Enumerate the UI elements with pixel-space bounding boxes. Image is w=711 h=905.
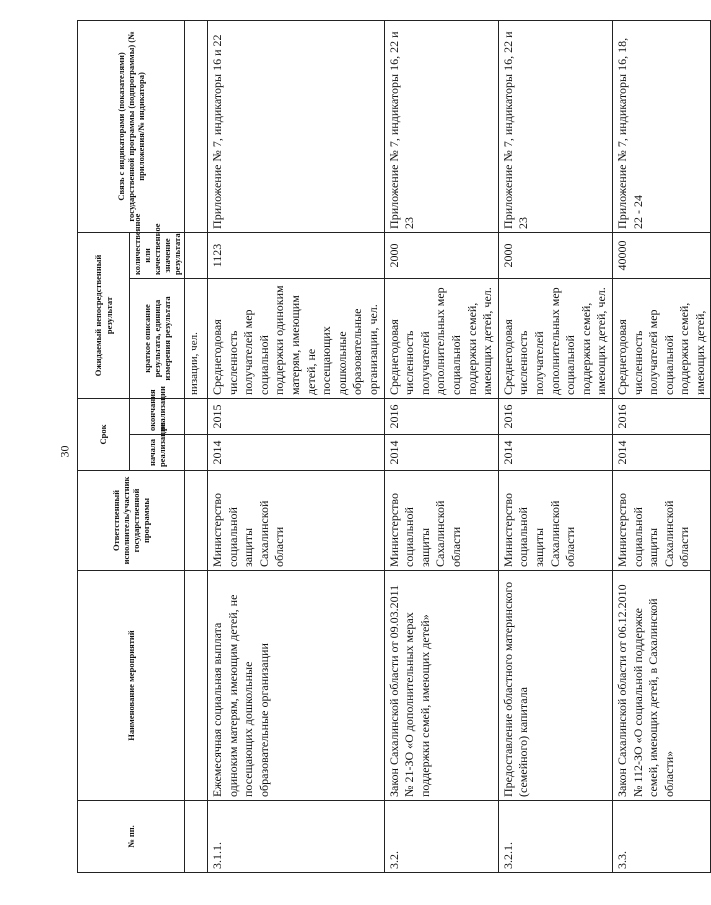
cell-executor: Министерство социальной защиты Сахалинской области bbox=[384, 471, 498, 571]
header-result-description: краткое описание результата, единица измерения результата bbox=[130, 278, 185, 398]
cell-executor: Министерство социальной защиты Сахалинской области bbox=[498, 471, 612, 571]
cell-executor: Министерство социальной защиты Сахалинской области bbox=[208, 471, 385, 571]
cell-num: 3.3. bbox=[612, 801, 711, 873]
cell-start: 2014 bbox=[208, 435, 385, 471]
cell-result-description: Среднегодовая численность получателей мер социальной поддержки одиноким матерям, имеющим детей, не посещающих дошкольные образовательные организации, чел. bbox=[208, 278, 385, 398]
cell-num: 3.2.1. bbox=[498, 801, 612, 873]
header-num: № пп. bbox=[78, 801, 185, 873]
table-row bbox=[612, 20, 711, 872]
cell-end: 2016 bbox=[498, 398, 612, 434]
cell-num: 3.1.1. bbox=[208, 801, 385, 873]
cell-start: 2014 bbox=[498, 435, 612, 471]
table-header-row bbox=[78, 20, 130, 872]
cell-end: 2016 bbox=[384, 398, 498, 434]
cell-start: 2014 bbox=[384, 435, 498, 471]
table-row bbox=[498, 20, 612, 872]
cell-result-value: 2000 bbox=[384, 232, 498, 278]
cell-indicator-link: Приложение № 7, индикаторы 16, 22 и 23 bbox=[384, 20, 498, 232]
rotated-table-wrapper bbox=[77, 21, 707, 873]
cell-result-value: 2000 bbox=[498, 232, 612, 278]
cell-result-description: Среднегодовая численность получателей дополнительных мер социальной поддержки семей, имеющих детей, чел. bbox=[498, 278, 612, 398]
header-name: Наименование мероприятий bbox=[78, 571, 185, 801]
cell-indicator-link: Приложение № 7, индикаторы 16 и 22 bbox=[208, 20, 385, 232]
cell-name: Закон Сахалинской области от 09.03.2011 № 21-ЗО «О дополнительных мерах поддержки семей, имеющих детей» bbox=[384, 571, 498, 801]
cell-end: 2015 bbox=[208, 398, 385, 434]
header-indicator-link: Связь с индикаторами (показателями) государственной программы (подпрограммы) (№ приложения/№ индикатора) bbox=[78, 20, 185, 232]
cell-end: 2016 bbox=[612, 398, 711, 434]
cell-result-description: Среднегодовая численность получателей мер социальной поддержки семей, имеющих детей, bbox=[612, 278, 711, 398]
cell-result-value: 1123 bbox=[208, 232, 385, 278]
table-row bbox=[384, 20, 498, 872]
cell-indicator-link: Приложение № 7, индикаторы 16, 18, 22 - 24 bbox=[612, 20, 711, 232]
cell-executor: Министерство социальной защиты Сахалинской области bbox=[612, 471, 711, 571]
cell-num: 3.2. bbox=[384, 801, 498, 873]
program-measures-table bbox=[77, 20, 711, 873]
cell-indicator-link: Приложение № 7, индикаторы 16, 22 и 23 bbox=[498, 20, 612, 232]
cell-name: Закон Сахалинской области от 06.12.2010 № 112-ЗО «О социальной поддержке семей, имеющих детей, в Сахалинской области» bbox=[612, 571, 711, 801]
cell-result-description: низации, чел. bbox=[185, 278, 208, 398]
cell-start: 2014 bbox=[612, 435, 711, 471]
header-term: Срок bbox=[78, 398, 130, 470]
cell-result-value: 40000 bbox=[612, 232, 711, 278]
header-result-value: количественное или качественное значение результата bbox=[130, 232, 185, 278]
cell-result-description: Среднегодовая численность получателей дополнительных мер социальной поддержки семей, имеющих детей, чел. bbox=[384, 278, 498, 398]
header-end: окончания реализации bbox=[130, 398, 185, 434]
header-result: Ожидаемый непосредственный результат bbox=[78, 232, 130, 398]
cell-name: Ежемесячная социальная выплата одиноким матерям, имеющим детей, не посещающих дошкольные образовательные организации bbox=[208, 571, 385, 801]
table-row bbox=[185, 20, 208, 872]
header-start: начала реализации bbox=[130, 435, 185, 471]
table-row bbox=[208, 20, 385, 872]
cell-name: Предоставление областного материнского (семейного) капитала bbox=[498, 571, 612, 801]
page-number: 30 bbox=[57, 445, 72, 458]
header-executor: Ответственный исполнитель/участник государственной программы bbox=[78, 471, 185, 571]
